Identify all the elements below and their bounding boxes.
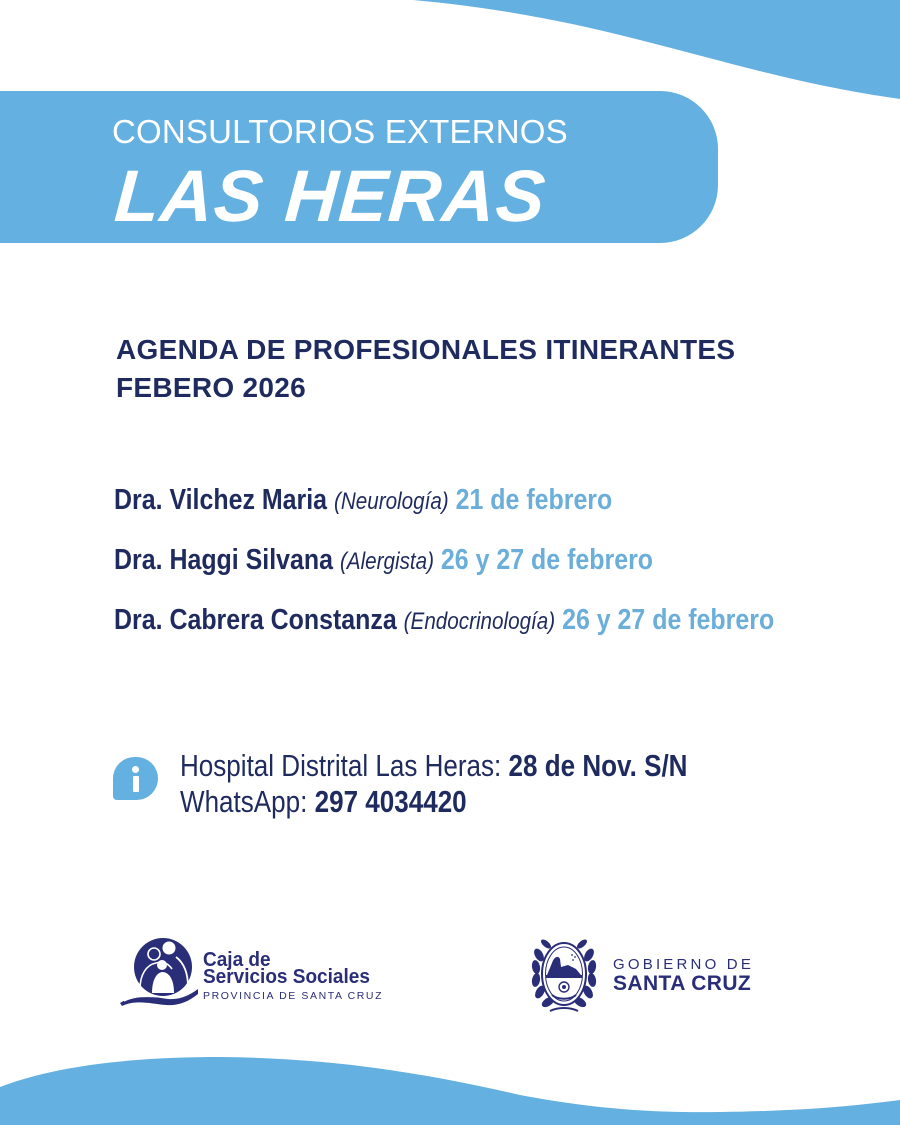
doctor-specialty: (Alergista) [339,548,434,575]
gobierno-line1: GOBIERNO DE [613,956,755,973]
gobierno-logo-text [613,956,754,995]
whatsapp-number: 297 4034420 [314,784,467,819]
bottom-wave-decoration [0,1040,900,1125]
caja-servicios-sociales-logo-icon [118,937,202,1009]
gobierno-line2: SANTA CRUZ [613,972,752,995]
agenda-heading-line2: FEBERO 2026 [116,372,307,403]
banner-title: LAS HERAS [112,156,549,237]
doctor-specialty: (Endocrinología) [403,608,556,635]
agenda-heading [116,331,735,407]
caja-line3: PROVINCIA DE SANTA CRUZ [203,990,384,1002]
doctors-list [114,480,882,660]
doctor-date: 26 y 27 de febrero [440,544,654,576]
doctor-date: 21 de febrero [455,484,613,516]
whatsapp-line [180,784,687,820]
caja-line1: Caja de [203,949,271,971]
doctor-specialty: (Neurología) [333,488,449,515]
doctor-row [114,480,774,540]
contact-info [180,748,687,820]
agenda-heading-line1: AGENDA DE PROFESIONALES ITINERANTES [116,334,736,365]
doctor-name: Dra. Vilchez Maria [114,484,328,516]
banner-subtitle: CONSULTORIOS EXTERNOS [112,113,568,150]
hospital-line [180,748,687,784]
caja-logo-text [203,949,384,1002]
santa-cruz-coat-of-arms-icon [530,933,598,1019]
doctor-name: Dra. Haggi Silvana [114,544,334,576]
doctor-row [114,600,774,660]
whatsapp-label: WhatsApp: [180,784,308,819]
caja-line2: Servicios Sociales [203,966,370,988]
hospital-label: Hospital Distrital Las Heras: [180,748,502,783]
info-icon [113,757,158,800]
doctor-name: Dra. Cabrera Constanza [114,604,397,636]
hospital-address: 28 de Nov. S/N [508,748,688,783]
doctor-row [114,540,774,600]
doctor-date: 26 y 27 de febrero [562,604,775,636]
